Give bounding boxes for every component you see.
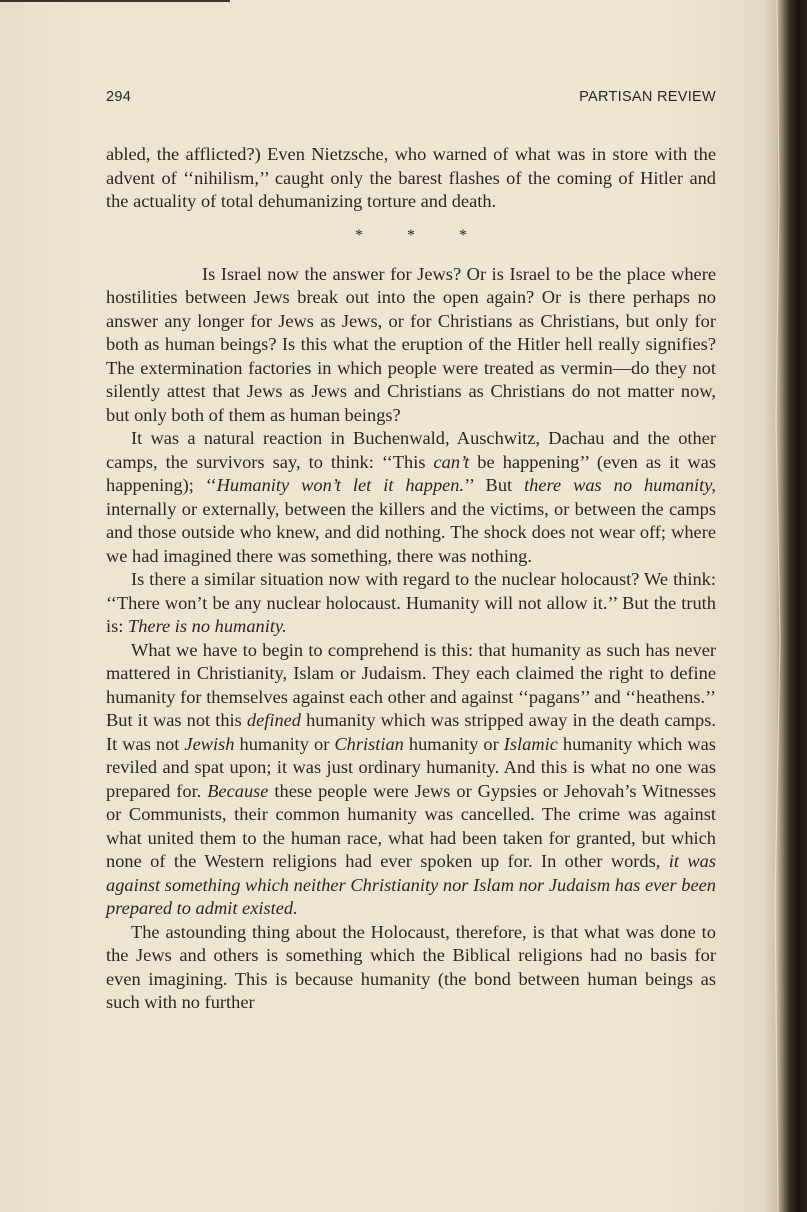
paragraph-4: Is there a similar situation now with regard to the nuclear holocaust? We think: ‘‘There won’t be any nuclear holocaust. Humanity will not allow it.’’ But the truth is: There is no humanity. bbox=[106, 569, 716, 636]
paragraph-2: Is Israel now the answer for Jews? Or is Israel to be the place where hostilities between Jews break out into the open again? Or is there perhaps no answer any longer for Jews as Jews, or for Christians as Christians, but only for both as human beings? Is this what the eruption of the Hitler hell really signifies? The extermination factories in which people were treated as vermin—do they not silently attest that Jews as Jews and Christians as Christians do not matter now, but only both of them as human beings? bbox=[106, 263, 716, 425]
page-number: 294 bbox=[106, 89, 132, 105]
paragraph-3: It was a natural reaction in Buchenwald, Auschwitz, Dachau and the other camps, the survivors say, to think: ‘‘This can’t be happening’’ (even as it was happening); ‘‘Humanity won’t let it happen.’’ But there was no humanity, internally or externally, between the killers and the victims, or between the camps and those outside who knew, and did nothing. The shock does not wear off; where we had imagined there was something, there was nothing. bbox=[106, 428, 716, 566]
paragraph-1: abled, the afflicted?) Even Nietzsche, who warned of what was in store with the advent of ‘‘nihilism,’’ caught only the barest flashes of the coming of Hitler and the actuality of total dehumanizing torture and death. bbox=[106, 144, 716, 211]
body-text bbox=[106, 143, 716, 1015]
section-break: * * * bbox=[355, 226, 487, 244]
paragraph-6: The astounding thing about the Holocaust, therefore, is that what was done to the Jews and others is something which the Biblical religions had no basis for even imagining. This is because humanity (the bond between human beings as such with no further bbox=[106, 921, 716, 1012]
scan-top-edge bbox=[0, 0, 230, 2]
running-head bbox=[106, 89, 716, 109]
journal-title: PARTISAN REVIEW bbox=[579, 89, 716, 105]
page-edge-texture bbox=[763, 0, 807, 1212]
paragraph-5: What we have to begin to comprehend is this: that humanity as such has never mattered in Christianity, Islam or Judaism. They each claimed the right to define humanity for themselves against each other and against ‘‘pagans’’ and ‘‘heathens.’’ But it was not this defined humanity which was stripped away in the death camps. It was not Jewish humanity or Christian humanity or Islamic humanity which was reviled and spat upon; it was just ordinary humanity. And this is what no one was prepared for. Because these people were Jews or Gypsies or Jehovah’s Witnesses or Communists, their common humanity was cancelled. The crime was against what united them to the human race, what had been taken for granted, but which none of the Western religions had ever spoken up for. In other words, it was against something which neither Christianity nor Islam nor Judaism has ever been prepared to admit existed. bbox=[106, 639, 717, 918]
